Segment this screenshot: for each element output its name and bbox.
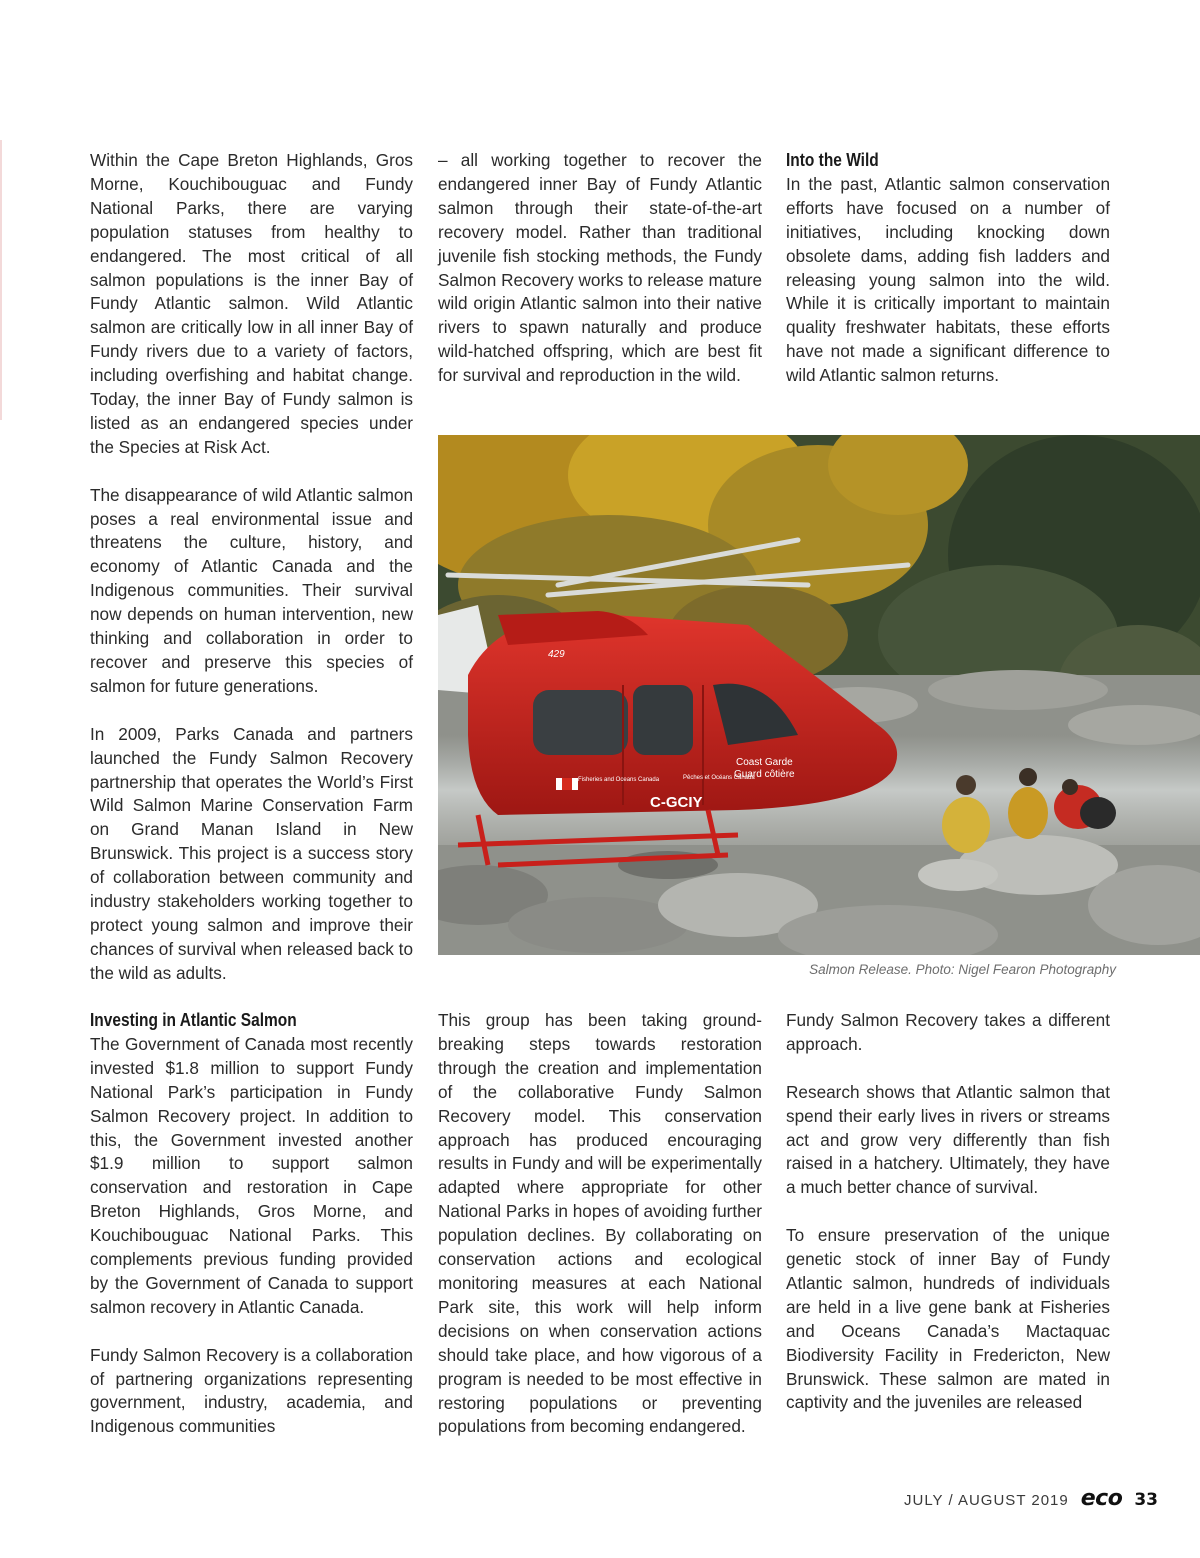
canada-flag-icon [556,778,578,790]
door-text-guard-cotiere: Guard côtière [734,769,795,780]
issue-date: JULY / AUGUST 2019 [904,1492,1069,1509]
cabin-window [633,685,693,755]
model-badge: 429 [548,649,565,660]
paragraph: Fundy Salmon Recovery takes a different approach. [786,1010,1110,1054]
agency-text-en: Fisheries and Oceans Canada [578,777,660,783]
paragraph: To ensure preservation of the unique genetic stock of inner Bay of Fundy Atlantic salmon, hundreds of individuals are held in a live gene bank at Fisheries and Oceans Canada’s Mactaquac Biodiversity Facility in Fredericton, New Brunswick. These salmon are mated in captivity and the juveniles are released [786,1225,1110,1413]
column-2-top [438,149,762,388]
paragraph: Fundy Salmon Recovery is a collaboration of partnering organizations representing government, industry, academia, and Indigenous communities [90,1344,413,1437]
paragraph: In 2009, Parks Canada and partners launched the Fundy Salmon Recovery partnership that operates the World’s First Wild Salmon Marine Conservation Farm on Grand Manan Island in New Brunswick. This project is a success story of collaboration between community and industry stakeholders working together to protect young salmon and improve their chances of survival when released back to the wild as adults. [90,723,413,983]
paragraph: Within the Cape Breton Highlands, Gros Morne, Kouchibouguac and Fundy National Parks, there are varying population statuses from healthy to endangered. The most critical of all salmon populations is the inner Bay of Fundy Atlantic salmon. Wild Atlantic salmon are critically low in all inner Bay of Fundy rivers due to a variety of factors, including overfishing and habitat change. Today, the inner Bay of Fundy salmon is listed as an endangered species under the Species at Risk Act. [90,150,413,457]
paragraph: The disappearance of wild Atlantic salmon poses a real environmental issue and threatens the culture, history, and economy of Atlantic Canada and the Indigenous communities. Their survival now depends on human intervention, new thinking and collaboration in order to recover and preserve this species of salmon for future generations. [90,484,413,696]
column-3-bottom [786,1009,1110,1415]
agency-text-fr: Pêches et Océans Canada [683,775,755,781]
section-heading: Investing in Atlantic Salmon [90,1010,297,1030]
helicopter-photo [438,435,1200,955]
column-3-top [786,149,1110,388]
paragraph: This group has been taking ground-breaking steps towards restoration through the creation and implementation of the collaborative Fundy Salmon Recovery model. This conservation approach has produced encouraging results in Fundy and will be experimentally adapted where appropriate for other National Parks in hopes of avoiding further population declines. By collaborating on conservation actions and ecological monitoring measures at each National Park site, this work will help inform decisions on when conservation actions should take place, and how vigorous of a program is needed to be most effective in restoring populations or preventing populations from becoming endangered. [438,1010,762,1437]
column-2-bottom [438,1009,762,1439]
page-footer [904,1486,1158,1512]
page-number: 33 [1134,1490,1158,1510]
door-text-coast-garde: Coast Garde [736,757,793,768]
paragraph: In the past, Atlantic salmon conservation efforts have focused on a number of initiatives, including knocking down obsolete dams, adding fish ladders and releasing young salmon into the wild. While it is critically important to maintain quality freshwater habitats, these efforts have not made a significant difference to wild Atlantic salmon returns. [786,173,1110,386]
paragraph: The Government of Canada most recently invested $1.8 million to support Fundy National Park’s participation in Fundy Salmon Recovery project. In addition to this, the Government invested another $1.9 million to support salmon conservation and restoration in Cape Breton Highlands, Gros Morne, and Kouchibouguac National Parks. This complements previous funding provided by the Government of Canada to support salmon recovery in Atlantic Canada. [90,1033,413,1317]
paragraph: Research shows that Atlantic salmon that spend their early lives in rivers or streams act and grow very differently than fish raised in a hatchery. Ultimately, they have a much better chance of survival. [786,1081,1110,1198]
registration-text: C-GCIY [650,794,703,811]
photo-caption: Salmon Release. Photo: Nigel Fearon Photography [809,962,1116,977]
column-1-bottom [90,1009,413,1439]
magazine-logo: eco [1080,1486,1123,1511]
section-heading: Into the Wild [786,150,879,170]
cabin-window [533,690,628,755]
column-1-top [90,149,413,986]
page-edge-mark [0,140,2,420]
paragraph: – all working together to recover the endangered inner Bay of Fundy Atlantic salmon through their state-of-the-art recovery model. Rather than traditional juvenile fish stocking methods, the Fundy Salmon Recovery works to release mature wild origin Atlantic salmon into their native rivers to spawn naturally and produce wild-hatched offspring, which are best fit for survival and reproduction in the wild. [438,150,762,386]
